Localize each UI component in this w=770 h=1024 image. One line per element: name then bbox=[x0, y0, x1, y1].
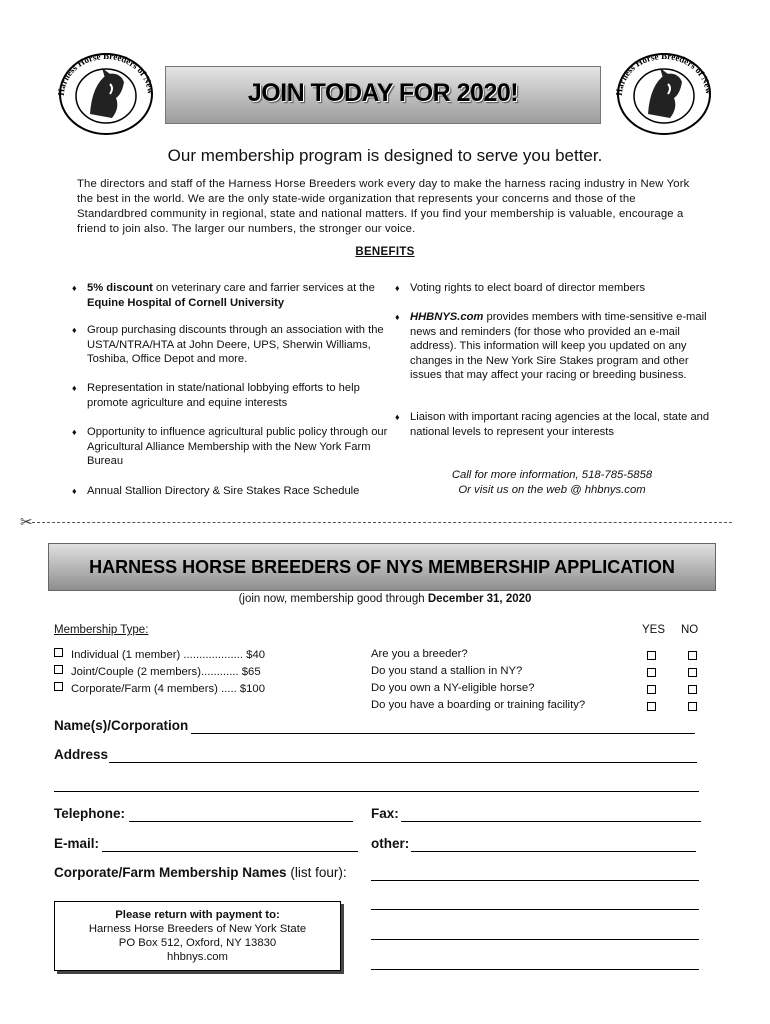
option-label: Corporate/Farm (4 members) ..... $100 bbox=[71, 683, 265, 695]
telephone-field[interactable] bbox=[129, 821, 353, 822]
question-facility: Do you have a boarding or training facility? bbox=[371, 699, 586, 711]
no-checkbox[interactable] bbox=[688, 651, 697, 660]
no-checkbox[interactable] bbox=[688, 668, 697, 677]
other-field[interactable] bbox=[411, 851, 696, 852]
benefit-item bbox=[72, 484, 392, 499]
benefits-heading: BENEFITS bbox=[355, 246, 415, 258]
benefit-item bbox=[395, 281, 710, 296]
website-link[interactable]: HHBNYS.com bbox=[410, 311, 484, 323]
corp-name-field[interactable] bbox=[371, 939, 699, 940]
header-banner bbox=[165, 66, 601, 124]
subtitle: Our membership program is designed to serve you better. bbox=[167, 146, 603, 165]
benefit-text: Annual Stallion Directory & Sire Stakes Race Schedule bbox=[87, 485, 360, 497]
membership-note bbox=[0, 593, 770, 605]
benefit-text: Voting rights to elect board of director members bbox=[410, 282, 646, 294]
question-horse: Do you own a NY-eligible horse? bbox=[371, 682, 535, 694]
checkbox[interactable] bbox=[54, 648, 63, 657]
return-heading: Please return with payment to: bbox=[115, 909, 280, 921]
bullet-icon: ♦ bbox=[72, 486, 77, 496]
bullet-icon: ♦ bbox=[72, 383, 77, 393]
logo-right-text: Harness Horse Breeders of New bbox=[613, 50, 715, 97]
benefit-item bbox=[72, 281, 387, 310]
contact-phone: Call for more information, 518-785-5858 bbox=[451, 469, 653, 481]
benefit-text: Representation in state/national lobbying efforts to help promote agriculture and equine interests bbox=[87, 382, 360, 409]
corp-name-field[interactable] bbox=[371, 969, 699, 970]
logo-left bbox=[50, 44, 162, 136]
benefit-item bbox=[72, 425, 389, 469]
membership-type-label: Membership Type: bbox=[54, 624, 149, 636]
application-title: HARNESS HORSE BREEDERS OF NYS MEMBERSHIP APPLICATION bbox=[89, 557, 675, 577]
question-breeder: Are you a breeder? bbox=[371, 648, 468, 660]
membership-option-corporate[interactable] bbox=[54, 682, 265, 695]
name-field[interactable] bbox=[191, 733, 695, 734]
benefit-text: Group purchasing discounts through an association with the USTA/NTRA/HTA at John Deere, UPS, Sherwin Williams, Toshiba, Office Depot and more. bbox=[87, 324, 384, 365]
benefit-text: provides members with time-sensitive e-mail news and reminders (for those who provided an e-mail address). This information will keep you updated on any changes in the New York Sire Stakes program and other issues that may affect your racing or breeding business. bbox=[410, 311, 707, 381]
benefit-bold: 5% discount bbox=[87, 282, 153, 294]
no-label: NO bbox=[681, 624, 699, 636]
cut-line bbox=[32, 522, 732, 523]
benefit-text: Liaison with important racing agencies at the local, state and national levels to represent your interests bbox=[410, 411, 710, 438]
bullet-icon: ♦ bbox=[72, 325, 77, 335]
bullet-icon: ♦ bbox=[72, 427, 77, 437]
benefit-item bbox=[72, 381, 387, 410]
corp-names-label bbox=[54, 865, 347, 880]
corp-name-field[interactable] bbox=[371, 880, 699, 881]
bullet-icon: ♦ bbox=[395, 412, 400, 422]
membership-expiry: December 31, 2020 bbox=[427, 593, 532, 605]
membership-option-individual[interactable] bbox=[54, 648, 265, 661]
option-label: Joint/Couple (2 members)............ $65 bbox=[71, 666, 261, 678]
corp-names-bold: Corporate/Farm Membership Names bbox=[54, 865, 287, 880]
benefit-text: on veterinary care and farrier services at the bbox=[152, 282, 375, 294]
question-stallion: Do you stand a stallion in NY? bbox=[371, 665, 523, 677]
option-label: Individual (1 member) ................... $40 bbox=[71, 649, 266, 661]
contact-info bbox=[392, 468, 712, 498]
yes-checkbox[interactable] bbox=[647, 702, 656, 711]
contact-web: Or visit us on the web @ hhbnys.com bbox=[458, 484, 646, 496]
membership-note-text: (join now, membership good through bbox=[238, 593, 428, 605]
corp-names-rest: (list four): bbox=[286, 865, 347, 880]
bullet-icon: ♦ bbox=[395, 312, 400, 322]
fax-field[interactable] bbox=[401, 821, 701, 822]
return-line: Harness Horse Breeders of New York State bbox=[88, 923, 307, 935]
yes-checkbox[interactable] bbox=[647, 651, 656, 660]
yes-checkbox[interactable] bbox=[647, 668, 656, 677]
email-field[interactable] bbox=[102, 851, 358, 852]
scissors-icon: ✂ bbox=[20, 514, 33, 531]
benefit-item bbox=[395, 410, 710, 439]
benefit-item bbox=[72, 323, 387, 367]
bullet-icon: ♦ bbox=[395, 283, 400, 293]
bullet-icon: ♦ bbox=[72, 283, 77, 293]
no-checkbox[interactable] bbox=[688, 702, 697, 711]
name-label: Name(s)/Corporation bbox=[54, 718, 189, 733]
email-label: E-mail: bbox=[54, 836, 100, 851]
checkbox[interactable] bbox=[54, 682, 63, 691]
page-title: JOIN TODAY FOR 2020! bbox=[247, 79, 519, 107]
logo-left-text: Harness Horse Breeders of New bbox=[55, 50, 157, 97]
return-line: PO Box 512, Oxford, NY 13830 bbox=[118, 937, 277, 949]
telephone-label: Telephone: bbox=[54, 806, 126, 821]
application-banner bbox=[48, 543, 716, 591]
address-label: Address bbox=[54, 747, 109, 762]
return-line: hhbnys.com bbox=[167, 951, 228, 963]
benefit-item bbox=[395, 310, 710, 383]
yes-label: YES bbox=[642, 624, 666, 636]
address-field-line2[interactable] bbox=[54, 791, 699, 792]
no-checkbox[interactable] bbox=[688, 685, 697, 694]
address-field[interactable] bbox=[109, 762, 697, 763]
benefit-text: Opportunity to influence agricultural public policy through our Agricultural Alliance Membership with the New York Farm Bureau bbox=[87, 426, 388, 467]
yes-checkbox[interactable] bbox=[647, 685, 656, 694]
fax-label: Fax: bbox=[371, 806, 399, 821]
intro-paragraph: The directors and staff of the Harness Horse Breeders work every day to make the harness racing industry in New York the best in the world. We are the only state-wide organization that represents your concerns and those of the Standardbred community in regional, state and national matters. If you find your membership is valuable, encourage a friend to join also. The larger our numbers, the stronger our voice. bbox=[77, 178, 690, 235]
return-address-box bbox=[54, 901, 341, 971]
logo-right bbox=[608, 44, 720, 136]
other-label: other: bbox=[371, 836, 410, 851]
corp-name-field[interactable] bbox=[371, 909, 699, 910]
checkbox[interactable] bbox=[54, 665, 63, 674]
benefit-bold: Equine Hospital of Cornell University bbox=[87, 296, 285, 309]
membership-option-joint[interactable] bbox=[54, 665, 261, 678]
